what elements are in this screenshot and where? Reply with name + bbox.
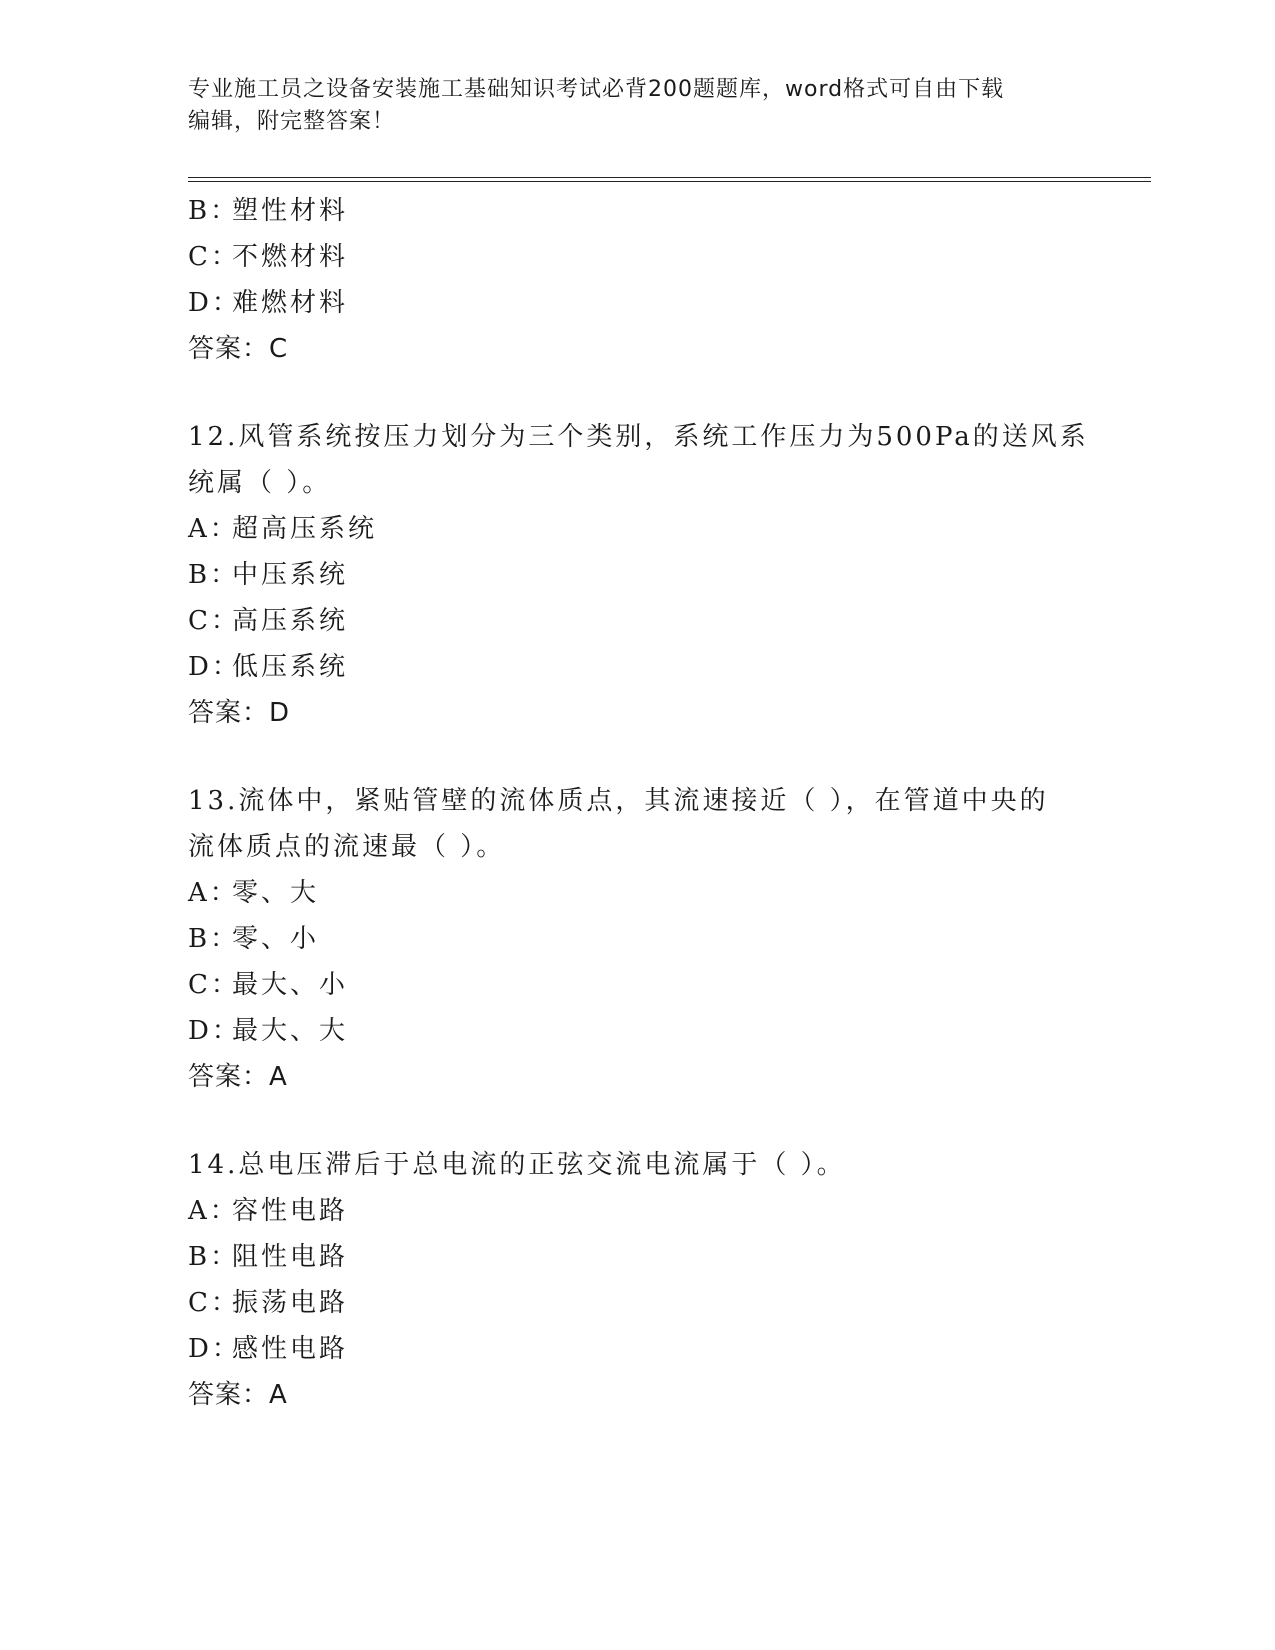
question-stem-continued: 统属（ ）。 bbox=[188, 468, 332, 498]
question-13 bbox=[188, 778, 1088, 1100]
answer: 答案：D bbox=[188, 698, 291, 728]
option-c bbox=[188, 234, 1088, 280]
option-text: 零、小 bbox=[232, 924, 320, 954]
option-a bbox=[188, 506, 1088, 552]
option-text: 低压系统 bbox=[232, 652, 349, 682]
option-key: B： bbox=[188, 924, 240, 954]
answer: 答案：A bbox=[188, 1062, 288, 1092]
page-header bbox=[188, 74, 1078, 138]
option-text: 最大、大 bbox=[232, 1016, 349, 1046]
option-key: C： bbox=[188, 1288, 240, 1318]
option-c bbox=[188, 598, 1088, 644]
option-d bbox=[188, 644, 1088, 690]
option-d bbox=[188, 1326, 1088, 1372]
option-key: B： bbox=[188, 560, 240, 590]
option-text: 中压系统 bbox=[232, 560, 349, 590]
option-text: 最大、小 bbox=[232, 970, 349, 1000]
option-text: 容性电路 bbox=[232, 1196, 349, 1226]
option-text: 振荡电路 bbox=[232, 1288, 349, 1318]
option-text: 高压系统 bbox=[232, 606, 349, 636]
header-line-2: 编辑，附完整答案！ bbox=[188, 109, 396, 134]
option-key: D： bbox=[188, 288, 241, 318]
option-key: D： bbox=[188, 652, 241, 682]
option-key: D： bbox=[188, 1334, 241, 1364]
option-text: 塑性材料 bbox=[232, 196, 349, 226]
option-key: C： bbox=[188, 606, 240, 636]
option-key: A： bbox=[188, 1196, 239, 1226]
option-key: B： bbox=[188, 1242, 240, 1272]
option-key: B： bbox=[188, 196, 240, 226]
spacer bbox=[188, 1100, 1088, 1142]
question-stem-continued: 流体质点的流速最（ ）。 bbox=[188, 832, 506, 862]
spacer bbox=[188, 736, 1088, 778]
option-text: 超高压系统 bbox=[232, 514, 378, 544]
answer: 答案：C bbox=[188, 334, 289, 364]
option-c bbox=[188, 1280, 1088, 1326]
option-b bbox=[188, 1234, 1088, 1280]
option-a bbox=[188, 1188, 1088, 1234]
option-b bbox=[188, 916, 1088, 962]
option-key: D： bbox=[188, 1016, 241, 1046]
option-a bbox=[188, 870, 1088, 916]
option-text: 零、大 bbox=[232, 878, 320, 908]
option-text: 难燃材料 bbox=[232, 288, 349, 318]
option-text: 感性电路 bbox=[232, 1334, 349, 1364]
question-14 bbox=[188, 1142, 1088, 1418]
option-c bbox=[188, 962, 1088, 1008]
option-d bbox=[188, 280, 1088, 326]
answer: 答案：A bbox=[188, 1380, 288, 1410]
option-text: 阻性电路 bbox=[232, 1242, 349, 1272]
option-b bbox=[188, 188, 1088, 234]
header-line-1: 专业施工员之设备安装施工基础知识考试必背200题题库，word格式可自由下载 bbox=[188, 77, 1005, 102]
document-body bbox=[188, 188, 1088, 1418]
question-stem: 12.风管系统按压力划分为三个类别，系统工作压力为500Pa的送风系 bbox=[188, 422, 1089, 452]
option-key: A： bbox=[188, 514, 239, 544]
question-stem: 13.流体中，紧贴管壁的流体质点，其流速接近（ ），在管道中央的 bbox=[188, 786, 1049, 816]
option-key: C： bbox=[188, 970, 240, 1000]
option-d bbox=[188, 1008, 1088, 1054]
question-stem: 14.总电压滞后于总电流的正弦交流电流属于（ ）。 bbox=[188, 1150, 846, 1180]
header-divider-top bbox=[188, 177, 1151, 178]
option-b bbox=[188, 552, 1088, 598]
header-divider-bottom bbox=[188, 181, 1151, 182]
option-key: A： bbox=[188, 878, 239, 908]
question-11-tail bbox=[188, 188, 1088, 372]
option-key: C： bbox=[188, 242, 240, 272]
option-text: 不燃材料 bbox=[232, 242, 349, 272]
spacer bbox=[188, 372, 1088, 414]
question-12 bbox=[188, 414, 1088, 736]
